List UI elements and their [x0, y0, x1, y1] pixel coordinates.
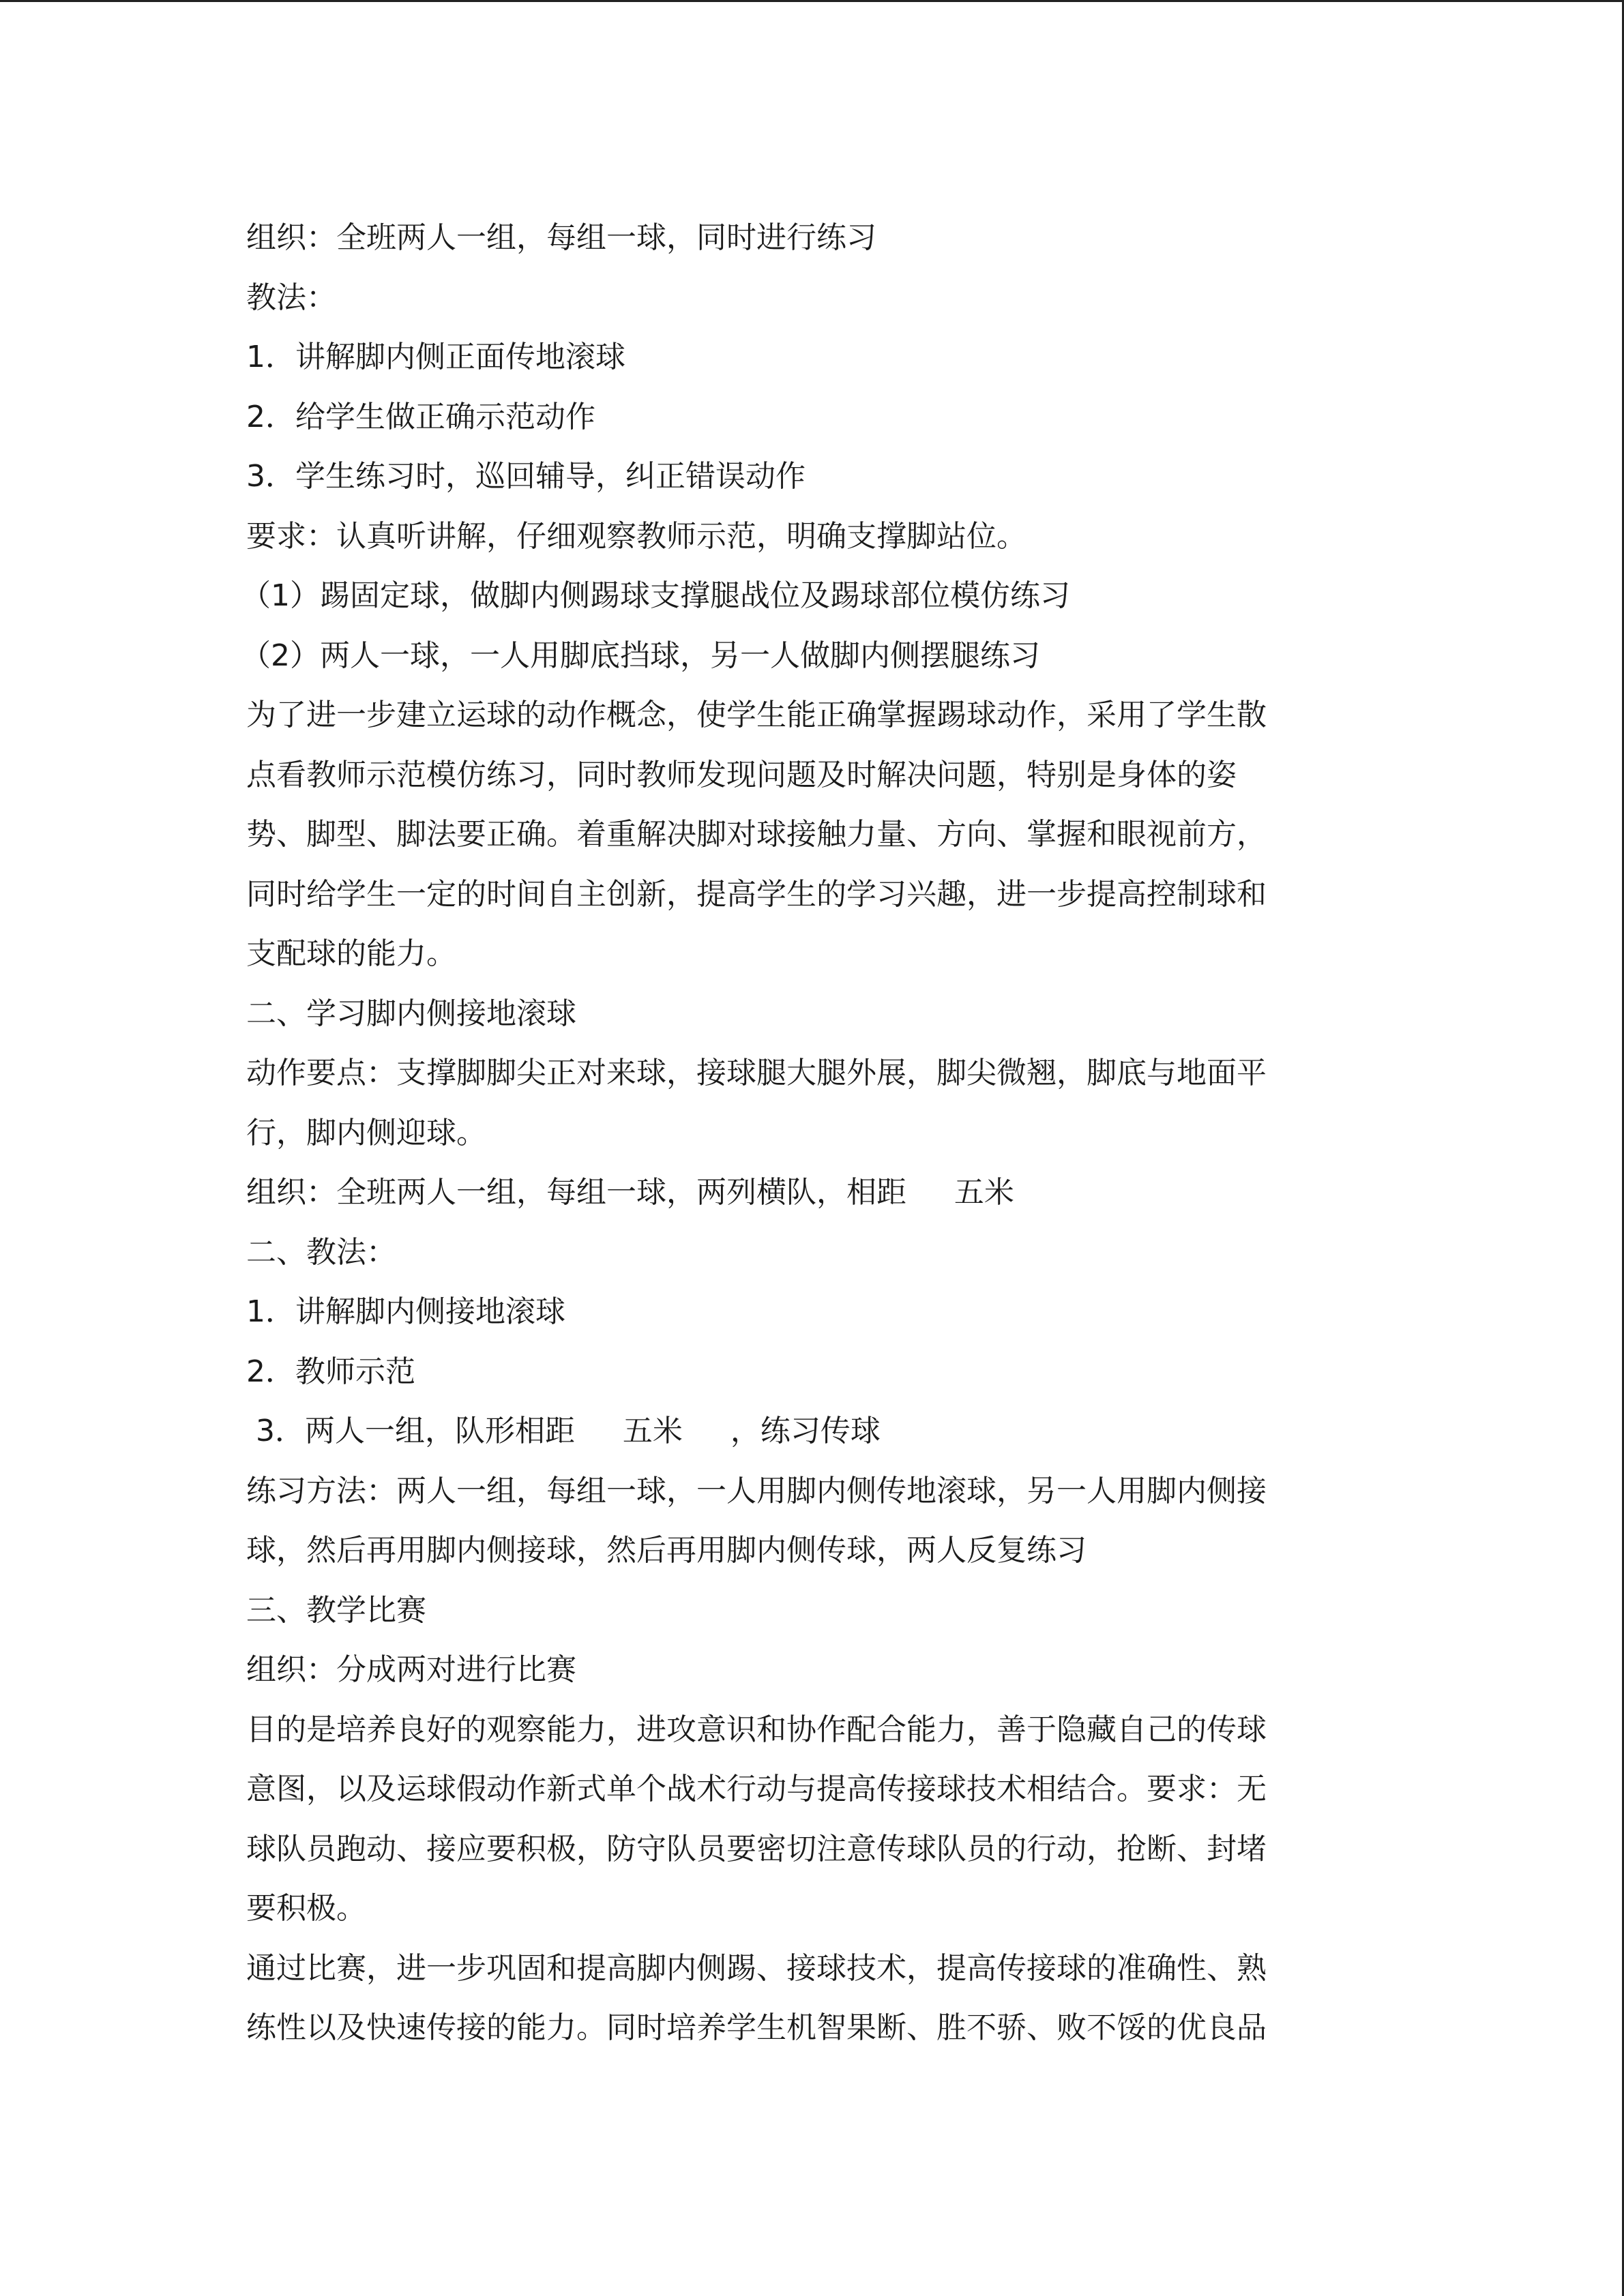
text-line-step-1: 1．讲解脚内侧接地滚球 — [246, 1294, 565, 1329]
text-line-requirements: 要求：认真听讲解，仔细观察教师示范，明确支撑脚站位。 — [246, 518, 1027, 554]
text-line-paragraph: 势、脚型、脚法要正确。着重解决脚对球接触力量、方向、掌握和眼视前方， — [246, 817, 1267, 852]
section-heading-match: 三、教学比赛 — [246, 1592, 426, 1628]
text-line-step-3: 3．学生练习时，巡回辅导，纠正错误动作 — [246, 459, 806, 494]
text-line-step-3: 3．两人一组，队形相距 五米 ，练习传球 — [256, 1414, 881, 1448]
section-heading-receiving: 二、学习脚内侧接地滚球 — [246, 996, 576, 1031]
text-line-step-2: 2．给学生做正确示范动作 — [246, 399, 595, 434]
text-line-organization: 组织：分成两对进行比赛 — [246, 1652, 576, 1687]
document-body — [241, 208, 1365, 2058]
text-line-paragraph: 支配球的能力。 — [246, 936, 456, 971]
text-line-purpose: 意图，以及运球假动作新式单个战术行动与提高传接球技术相结合。要求：无 — [246, 1772, 1267, 1806]
text-line-step-2: 2．教师示范 — [246, 1354, 415, 1389]
text-line-purpose: 要积极。 — [246, 1891, 366, 1926]
text-line-teaching-method: 教法： — [246, 280, 336, 315]
text-line-organization: 组织：全班两人一组，每组一球，同时进行练习 — [246, 220, 876, 255]
text-line-exercise-1: （1）踢固定球，做脚内侧踢球支撑腿战位及踢球部位模仿练习 — [241, 578, 1070, 613]
text-line-paragraph: 为了进一步建立运球的动作概念，使学生能正确掌握踢球动作，采用了学生散 — [246, 698, 1267, 732]
text-line-paragraph: 点看教师示范模仿练习，同时教师发现问题及时解决问题，特别是身体的姿 — [246, 757, 1237, 792]
text-line-step-1: 1．讲解脚内侧正面传地滚球 — [246, 340, 625, 374]
text-line-practice-method: 练习方法：两人一组，每组一球，一人用脚内侧传地滚球，另一人用脚内侧接 — [246, 1473, 1267, 1508]
text-line-purpose: 球队员跑动、接应要积极，防守队员要密切注意传球队员的行动，抢断、封堵 — [246, 1831, 1267, 1866]
text-line-exercise-2: （2）两人一球，一人用脚底挡球，另一人做脚内侧摆腿练习 — [241, 638, 1040, 673]
text-line-conclusion: 练性以及快速传接的能力。同时培养学生机智果断、胜不骄、败不馁的优良品 — [246, 2010, 1267, 2045]
text-line-paragraph: 同时给学生一定的时间自主创新，提高学生的学习兴趣，进一步提高控制球和 — [246, 876, 1267, 912]
text-line-conclusion: 通过比赛，进一步巩固和提高脚内侧踢、接球技术，提高传接球的准确性、熟 — [246, 1950, 1267, 1986]
text-line-key-points: 行，脚内侧迎球。 — [246, 1115, 486, 1150]
text-line-organization: 组织：全班两人一组，每组一球，两列横队，相距 五米 — [246, 1175, 1014, 1210]
page-top-border — [0, 0, 1624, 2]
section-heading-teaching-method: 二、教法： — [246, 1234, 396, 1270]
text-line-practice-method: 球，然后再用脚内侧接球，然后再用脚内侧传球，两人反复练习 — [246, 1533, 1087, 1568]
text-line-key-points: 动作要点：支撑脚脚尖正对来球，接球腿大腿外展，脚尖微翘，脚底与地面平 — [246, 1056, 1267, 1090]
text-line-purpose: 目的是培养良好的观察能力，进攻意识和协作配合能力，善于隐藏自己的传球 — [246, 1712, 1267, 1747]
